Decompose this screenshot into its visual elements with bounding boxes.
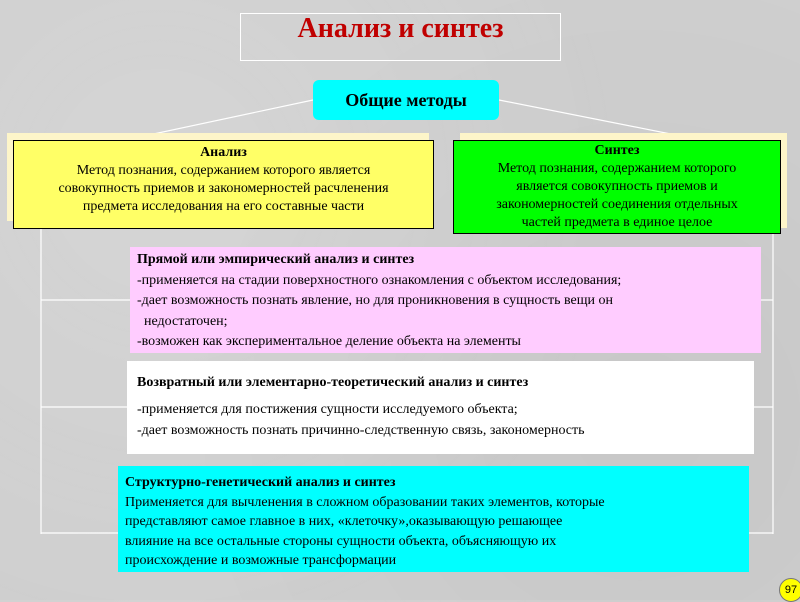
analysis-box xyxy=(13,140,434,229)
direct-analysis-item: -возможен как экспериментальное деление объекта на элементы xyxy=(137,334,521,349)
page-number: 97 xyxy=(784,584,798,596)
structural-analysis-box xyxy=(118,466,749,572)
analysis-text-line: предмета исследования на его составные части xyxy=(82,199,365,214)
analysis-text-line: Метод познания, содержанием которого является xyxy=(76,163,371,178)
structural-analysis-line: представляют самое главное в них, «клеточку»,оказывающую решающее xyxy=(125,514,563,529)
structural-analysis-line: происхождение и возможные трансформации xyxy=(125,553,397,568)
direct-analysis-item: -применяется на стадии поверхностного ознакомления с объектом исследования; xyxy=(137,272,622,288)
analysis-title: Анализ xyxy=(200,145,247,160)
reverse-analysis-box xyxy=(127,361,754,454)
direct-analysis-item: -дает возможность познать явление, но для проникновения в сущность вещи он xyxy=(137,293,614,308)
general-methods-label: Общие методы xyxy=(345,89,467,110)
structural-analysis-line: влияние на все остальные стороны сущности объекта, объясняющую их xyxy=(125,533,557,549)
general-methods-box xyxy=(313,80,499,120)
page-number-badge xyxy=(779,578,800,602)
synthesis-text-line: закономерностей соединения отдельных xyxy=(496,197,738,212)
synthesis-box xyxy=(453,140,781,234)
page-title: Анализ и синтез xyxy=(297,13,504,44)
direct-analysis-item: недостаточен; xyxy=(144,313,228,329)
synthesis-text-line: является совокупность приемов и xyxy=(516,179,718,194)
reverse-analysis-title: Возвратный или элементарно-теоретический анализ и синтез xyxy=(137,375,529,390)
analysis-text-line: совокупность приемов и закономерностей расчленения xyxy=(58,181,389,196)
synthesis-text-line: Метод познания, содержанием которого xyxy=(497,161,737,176)
title-box xyxy=(240,13,561,61)
synthesis-text-line: частей предмета в единое целое xyxy=(521,215,713,230)
reverse-analysis-item: -применяется для постижения сущности исследуемого объекта; xyxy=(137,402,518,417)
synthesis-title: Синтез xyxy=(594,143,640,158)
reverse-analysis-item: -дает возможность познать причинно-следственную связь, закономерность xyxy=(137,423,585,438)
structural-analysis-line: Применяется для вычленения в сложном образовании таких элементов, которые xyxy=(125,494,605,510)
direct-analysis-box xyxy=(130,247,761,353)
structural-analysis-title: Структурно-генетический анализ и синтез xyxy=(125,475,396,490)
direct-analysis-title: Прямой или эмпирический анализ и синтез xyxy=(137,252,415,267)
